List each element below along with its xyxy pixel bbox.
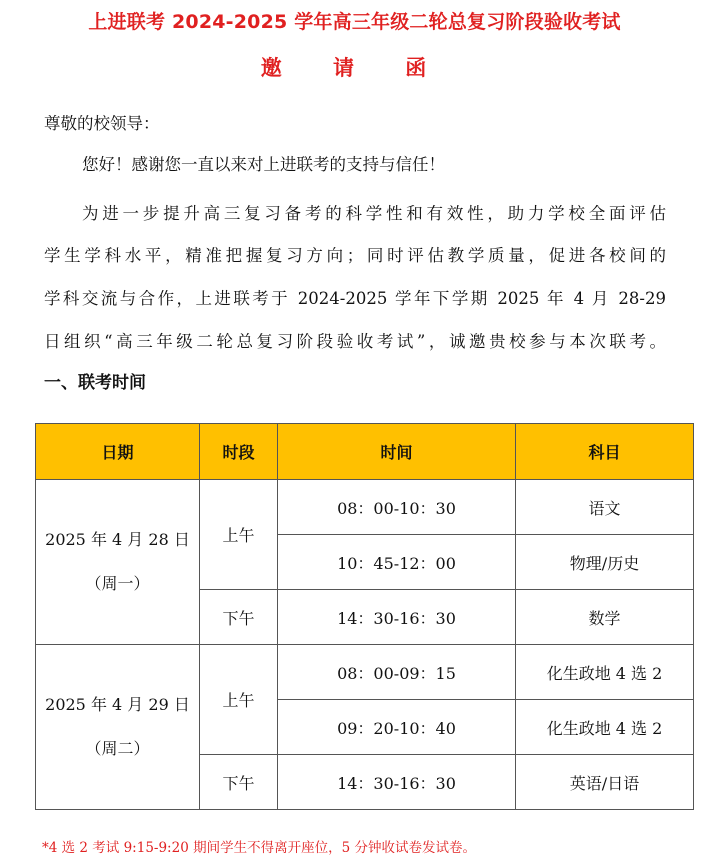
table-row: [36, 645, 694, 700]
date-text: 2025 年 4 月 28 日: [45, 530, 190, 549]
time-cell: 09：20-10：40: [278, 700, 516, 755]
subject-cell: 数学: [516, 590, 694, 645]
body-line: 为进一步提升高三复习备考的科学性和有效性，助力学校全面评估: [82, 204, 666, 223]
date-cell: [36, 480, 200, 645]
greeting: 尊敬的校领导：: [44, 114, 160, 133]
subject-cell: 物理/历史: [516, 535, 694, 590]
period-cell: 下午: [200, 755, 278, 810]
time-cell: 08：00-09：15: [278, 645, 516, 700]
date-cell: [36, 645, 200, 810]
weekday-text: （周二）: [85, 739, 150, 758]
exam-schedule-table: [35, 423, 694, 810]
subject-cell: 化生政地 4 选 2: [516, 645, 694, 700]
document-title: 上进联考 2024-2025 学年高三年级二轮总复习阶段验收考试: [88, 11, 621, 33]
period-cell: 上午: [200, 480, 278, 590]
header-period: 时段: [200, 424, 278, 480]
body-line: 学生学科水平，精准把握复习方向；同时评估教学质量，促进各校间的: [44, 246, 666, 265]
thanks-paragraph: 您好！感谢您一直以来对上进联考的支持与信任！: [82, 155, 445, 174]
subject-cell: 化生政地 4 选 2: [516, 700, 694, 755]
exam-note: *4 选 2 考试 9:15-9:20 期间学生不得离开座位，5 分钟收试卷发试卷。: [42, 840, 476, 856]
header-date: 日期: [36, 424, 200, 480]
subject-cell: 语文: [516, 480, 694, 535]
invitation-heading: 邀 请 函: [260, 56, 449, 80]
body-line: 日组织“高三年级二轮总复习阶段验收考试”，诚邀贵校参与本次联考。: [44, 332, 666, 351]
period-cell: 上午: [200, 645, 278, 755]
weekday-text: （周一）: [85, 574, 150, 593]
table-header-row: [36, 424, 694, 480]
time-cell: 14：30-16：30: [278, 755, 516, 810]
time-cell: 10：45-12：00: [278, 535, 516, 590]
header-subject: 科目: [516, 424, 694, 480]
time-cell: 14：30-16：30: [278, 590, 516, 645]
period-cell: 下午: [200, 590, 278, 645]
date-text: 2025 年 4 月 29 日: [45, 695, 190, 714]
time-cell: 08：00-10：30: [278, 480, 516, 535]
section-title-exam-time: 一、联考时间: [44, 373, 146, 393]
body-line: 学科交流与合作，上进联考于 2024-2025 学年下学期 2025 年 4 月 28-29: [44, 289, 666, 308]
subject-cell: 英语/日语: [516, 755, 694, 810]
table-row: [36, 480, 694, 535]
header-time: 时间: [278, 424, 516, 480]
